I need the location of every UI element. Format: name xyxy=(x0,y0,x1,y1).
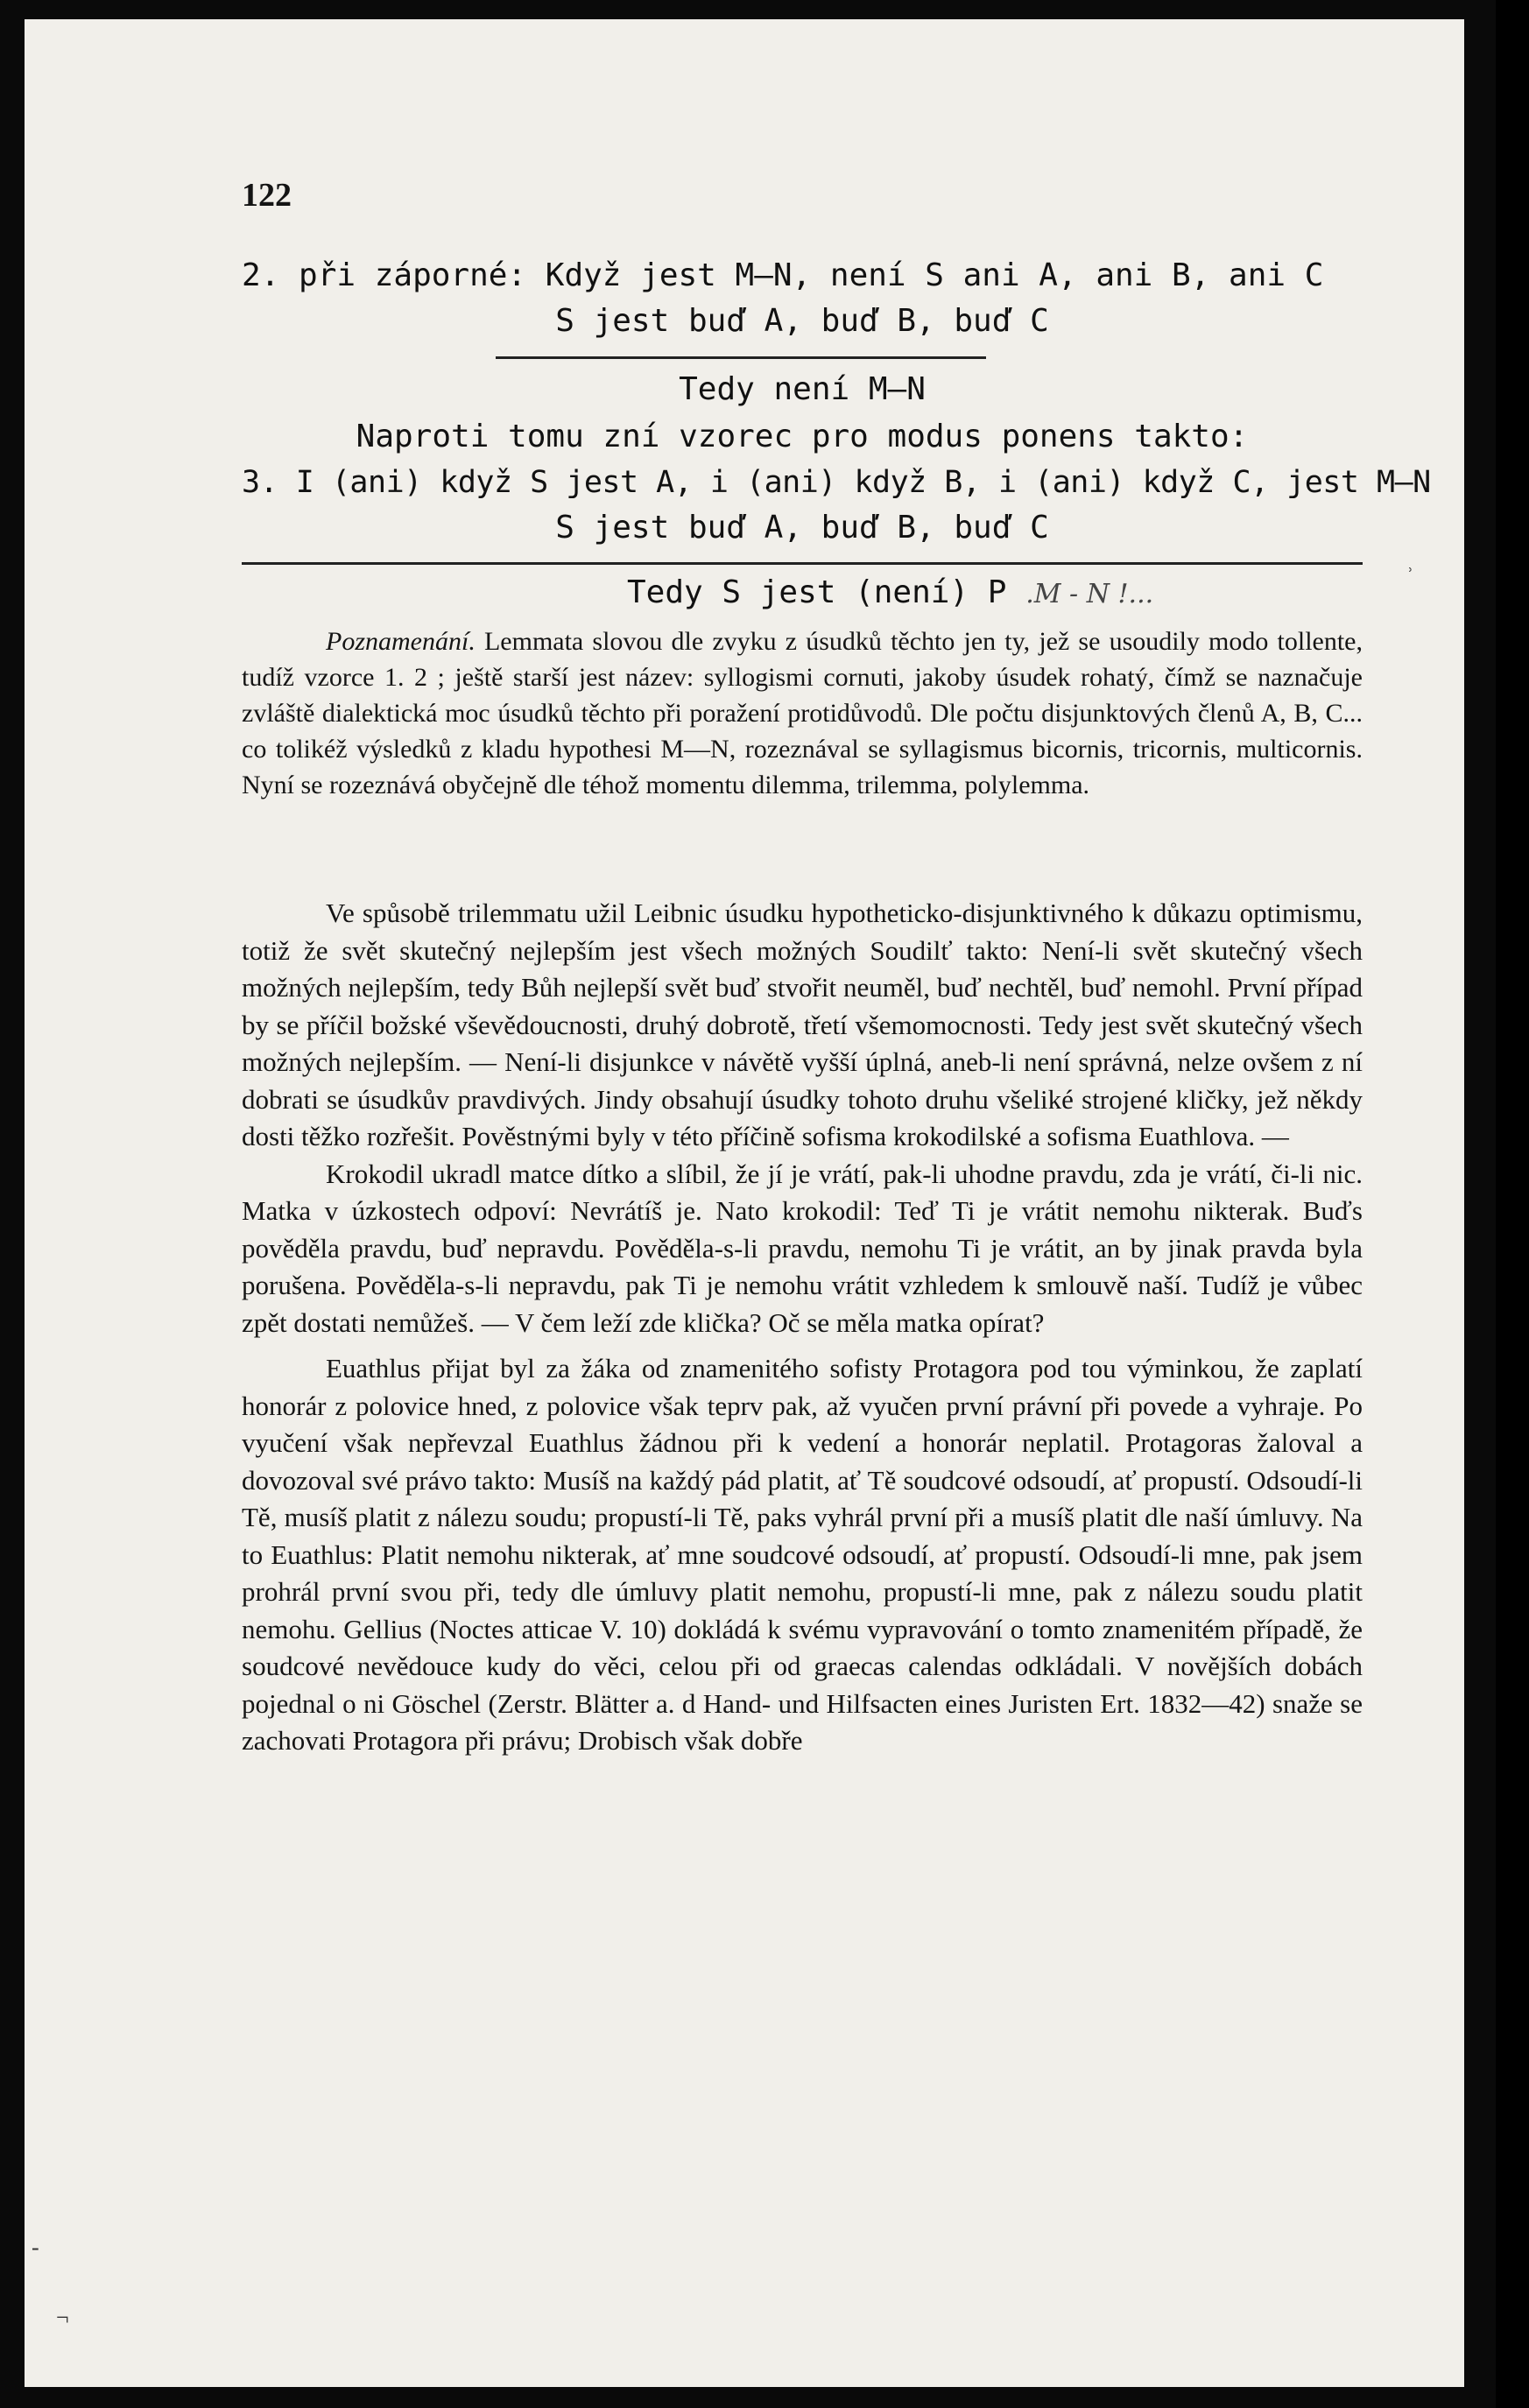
note-text: Lemmata slovou dle zvyku z úsudků těchto jen ty, jež se usoudily modo tollente, tudíž vzorce 1. 2 ; ještě starší jest název: syllogismi cornuti, jakoby úsudek rohatý, čímž se naznačuje zvláště dialektická moc úsudků těchto při poražení protidůvodů. Dle počtu disjunktových členů A, B, C... co tolikéž výsledků z kladu hypothesi M—N, rozeznával se syllagismus bicornis, tricornis, multicornis. Nyní se rozeznává obyčejně dle téhož momentu dilemma, trilemma, polylemma. xyxy=(242,627,1363,799)
syllogism-rule-1 xyxy=(496,356,986,359)
syllogism-conclusion-3: Tedy S jest (není) P xyxy=(627,574,1007,610)
syllogism-rule-2 xyxy=(242,562,1363,565)
scan-border xyxy=(1496,0,1529,2408)
main-text xyxy=(242,895,1363,1760)
modus-ponens-intro: Naproti tomu zní vzorec pro modus ponens takto: xyxy=(356,419,1249,454)
page-number: 122 xyxy=(242,177,292,214)
syllogism-conclusion-3-row xyxy=(627,571,1153,615)
note-label: Poznamenání. xyxy=(326,627,476,656)
note-block xyxy=(242,623,1363,803)
margin-speck: ʾ xyxy=(1406,564,1414,589)
margin-speck-lower: - xyxy=(32,2235,39,2260)
syllogism-conclusion-2: Tedy není M—N xyxy=(679,371,926,407)
paragraph-euathlus: Euathlus přijat byl za žáka od znamenitého sofisty Protagora pod tou výminkou, že zaplatí honorár z polovice hned, z polovice však teprv pak, až vyučen první právní při povede a vyhraje. Po vyučení však nepřevzal Euathlus žádnou při k vedení a honorár neplatil. Protagoras žaloval a dovozoval své právo takto: Musíš na každý pád platit, ať Tě soudcové odsoudí, ať propustí. Odsoudí-li Tě, musíš platit z nálezu soudu; propustí-li Tě, paks vyhrál první při a musíš platit dle naší úmluvy. Na to Euathlus: Platit nemohu nikterak, ať mne soudcové odsoudí, ať propustí. Odsoudí-li mne, pak jsem prohrál první svou při, tedy dle úmluvy platit nemohu, propustí-li mne, pak z nálezu soudu platit nemohu. Gellius (Noctes atticae V. 10) dokládá k svému vypravování o tomto znamenitém případě, že soudcové nevědouce kudy do věci, celou při od graecas calendas odkládali. V novějších dobách pojednal o ni Göschel (Zerstr. Blätter a. d Hand- und Hilfsacten eines Juristen Ert. 1832—42) snaže se zachovati Protagora při právu; Drobisch však dobře xyxy=(242,1353,1363,1756)
paragraph-leibnic: Ve spůsobě trilemmatu užil Leibnic úsudku hypotheticko-disjunktivného k důkazu optimismu, totiž že svět skutečný nejlepším jest všech možných Soudilť takto: Není-li svět skutečný všech možných nejlepším, tedy Bůh nejlepší svět buď stvořit neuměl, buď nechtěl, buď nemohl. První případ by se příčil božské vševědoucnosti, druhý dobrotě, třetí všemomocnosti. Tedy jest svět skutečný všech možných nejlepším. — Není-li disjunkce v návětě vyšší úplná, aneb-li není správná, nelze ovšem z ní dobrati se úsudkův pravdivých. Jindy obsahují úsudky tohoto druhu všeliké strojené kličky, jež někdy dosti těžko rozřešit. Pověstnými byly v této příčině sofisma krokodilské a sofisma Euathlova. — xyxy=(242,898,1363,1151)
paragraph-krokodil: Krokodil ukradl matce dítko a slíbil, že jí je vrátí, pak-li uhodne pravdu, zda je vrátí, či-li nic. Matka v úzkostech odpoví: Nevrátíš je. Nato krokodil: Teď Ti je vrátit nemohu nikterak. Buďs pověděla pravdu, buď nepravdu. Pověděla-s-li pravdu, nemohu Ti je vrátit, an by jinak pravda byla porušena. Pověděla-s-li nepravdu, pak Ti je nemohu vrátit vzhledem k smlouvě naší. Tudíž je vůbec zpět dostati nemůžeš. — V čem leží zde klička? Oč se měla matka opírat? xyxy=(242,1158,1363,1338)
syllogism-premise-major-2: 2. při záporné: Když jest M—N, není S ani A, ani B, ani C xyxy=(242,257,1324,293)
syllogism-premise-minor-2: S jest buď A, buď B, buď C xyxy=(555,303,1049,339)
book-page xyxy=(25,19,1464,2387)
syllogism-premise-major-3: 3. I (ani) když S jest A, i (ani) když B, i (ani) když C, jest M—N xyxy=(242,465,1431,500)
handwritten-annotation: .M - N !... xyxy=(1025,579,1154,609)
margin-speck-bottom: ¬ xyxy=(56,2305,69,2330)
note-paragraph xyxy=(242,623,1363,803)
syllogism-premise-minor-3: S jest buď A, buď B, buď C xyxy=(555,510,1049,546)
